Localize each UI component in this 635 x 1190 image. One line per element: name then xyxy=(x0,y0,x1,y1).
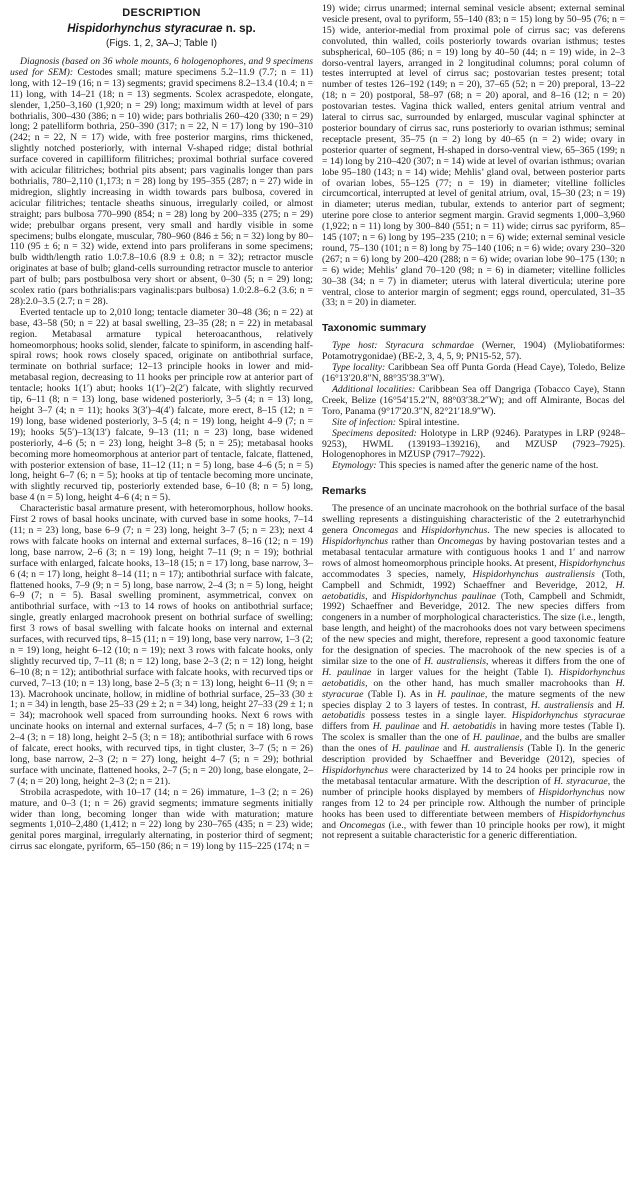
right-column xyxy=(322,4,625,1190)
type-host-entry: Type host: Styracura schmardae (Werner, 1904) (Myliobatiformes: Potamotrygonidae) (BE-2, 3, 4, 5, 9; PN15-52, 57). xyxy=(322,340,625,363)
left-column xyxy=(10,4,313,1190)
diagnosis-paragraph: Diagnosis (based on 36 whole mounts, 6 hologenophores, and 9 specimens used for SEM): Cestodes small; mature specimens 5.2–11.9 (7.7; n = 11) long, with 12–19 (16; n = 13) segments; gravid specimens 8.2–13.4 (10.4; n = 11) long, with 14–21 (18; n = 13) segments. Scolex acraspedote, elongate, slender, 1,250–3,160 (1,920; n = 29) long; maximum width at level of pars bothrialis, 300–430 (386; n = 10) wide; pars bothrialis 260–420 (330; n = 29) long; 2 patelliform bothria, 250–390 (317; n = 22, N = 17) long by 190–310 (242; n = 22, N = 17) wide, with free posterior margins, rims thickened, slightly notched posteriorly, with internal V-shaped ridge; distal bothrial surface covered in capilliform filitriches; proximal bothrial surface covered with acicular filitriches; bothrial pits absent; pars vaginalis longer than pars bothrialis, 780–2,110 (1,173; n = 28) long by 195–355 (287; n = 27) wide in midregion, slightly increasing in width towards pars bulbosa, covered in acicular filitriches; tentacle sheaths sinuous, irregularly coiled, or almost straight; pars bulbosa 770–990 (854; n = 28) long by 200–335 (275; n = 29) wide; prebulbar organs present, very small and hardly visible in some specimens; bulbs elongate, muscular, 780–960 (846 ± 56; n = 32) long by 80–110 (95 ± 6; n = 32) wide, extend into pars proliferans in some specimens; bulb width/length ratio 1.0:7.8–10.6 (8.9 ± 0.8; n = 32); retractor muscle originates at base of bulb; gland-cells surrounding retractor muscle to anterior part of bulb; pars postbulbosa very short or absent, 0–30 (5; n = 29) long; scolex ratio (pars bothrialis:pars vaginalis:pars bulbosa) 1.0:2.8–6.2 (3.6; n = 28):2.0–3.5 (2.7; n = 28). xyxy=(10,56,313,307)
right-column-text xyxy=(322,4,625,842)
species-title xyxy=(10,23,313,35)
species-name-italic: Hispidorhynchus styracurae xyxy=(67,23,223,35)
species-suffix: n. sp. xyxy=(222,23,256,35)
strobila-paragraph: Strobila acraspedote, with 10–17 (14; n = 26) immature, 1–3 (2; n = 26) mature, and 0–3 (1; n = 26) gravid segments; immature segments initially wider than long, becoming longer than wide with maturation; mature segments 1,010–2,480 (1,412; n = 22) long by 230–765 (435; n = 23) wide; genital pores marginal, irregularly alternating, in posterior third of segment; cirrus sac elongate, pyriform, 65–150 (86; n = 19) long by 115–225 (174; n = xyxy=(10,786,313,853)
section-heading-description: DESCRIPTION xyxy=(122,7,201,19)
site-of-infection-entry: Site of infection: Spiral intestine. xyxy=(332,416,460,428)
figures-reference: (Figs. 1, 2, 3A–J; Table I) xyxy=(106,38,217,49)
type-locality-entry: Type locality: Caribbean Sea off Punta Gorda (Head Caye), Toledo, Belize (16°13′20.8″N, 88°35′38.3″W). xyxy=(322,362,625,385)
strobila-continuation-paragraph: 19) wide; cirrus unarmed; internal seminal vesicle absent; external seminal vesicle present, oval to pyriform, 55–140 (83; n = 15) long by 50–95 (76; n = 15) wide, anterior-medial from proximal pole of cirrus sac; vas deferens convoluted, thin walled, coils posteriorly towards ovarian isthmus; testes subspherical, 60–105 (86; n = 19) long by 40–50 (44; n = 19) wide, in 2–3 dorso-ventral layers, arranged in 2 longitudinal columns; poral column of testes interrupted at level of cirrus sac; postovarian testes present; total number of testes 126–192 (149; n = 20), 37–65 (52; n = 20) preporal, 13–22 (18; n = 20) postporal, 58–97 (68; n = 20) aporal, and 8–16 (12; n = 20) postovarian testes. Vagina thick walled, enters genital atrium ventral and lateral to cirrus sac, surrounded by enlarged, muscular vaginal sphincter at posterior boundary of cirrus sac, runs posteriorly to ovarian isthmus; seminal receptacle present, 35–75 (n = 2) long by 40–65 (n = 2) wide; ovary in posterior quarter of segment, H-shaped in dorso-ventral view, 65–365 (199; n = 14) long by 210–420 (307; n = 14) wide at level of ovarian isthmus; ovarian lobe 95–180 (143; n = 14) wide; Mehlis’ gland oval, between posterior parts of ovarian lobes, 55–125 (77; n = 19) in diameter; vitelline follicles circumcortical, interrupted at level of genital atrium, oval, 15–30 (23; n = 19) in diameter; uterus median, tubular, extends to anterior part of segment; uterine pore close to anterior segment margin. Gravid segments 1,000–3,960 (1,922; n = 11) long by 300–840 (551; n = 11) wide; cirrus sac pyriform, 85–145 (107; n = 6) long by 195–235 (210; n = 6) wide; external seminal vesicle round, 75–130 (101; n = 8) long by 75–140 (106; n = 6) wide; ovary 230–320 (267; n = 6) long by 200–420 (288; n = 6) wide; ovarian lobe 90–175 (130; n = 6) wide; Mehlis’ gland 70–120 (98; n = 6) in diameter; vitelline follicles 30–38 (34; n = 7) in diameter; uterus with lateral diverticula; uterine pore ventral, close to anterior margin of segment; eggs round, operculated, 31–35 (33; n = 20) in diameter. xyxy=(322,3,625,309)
additional-localities-entry: Additional localities: Caribbean Sea off Dangriga (Tobacco Caye), Stann Creek, Belize (16°54′15.2″N, 88°03′38.2″W); and off Almirante, Bocas del Toro, Panama (9°17′20.3″N, 82°21′18.9″W). xyxy=(322,384,625,417)
subheading-taxonomic-summary: Taxonomic summary xyxy=(322,322,427,335)
tentacle-paragraph: Everted tentacle up to 2,010 long; tentacle diameter 30–48 (36; n = 22) at base, 43–58 (50; n = 22) at basal swelling, 23–35 (28; n = 22) in metabasal region. Metabasal armature typical heteroacanthous, relatively homeomorphous; hooks solid, slender, falcate to spiniform, in ascending half-spiral rows; hook rows closely spaced, originate on antibothrial surface, terminate on bothrial surface; 12–13 principle hooks in lower and mid-metabasal region, decreasing to 11 hooks per principle row at anterior part of tentacle; hooks 1(1′) abut; hooks 1(1′)–2(2′) falcate, with slightly recurved tip, 6–11 (8; n = 13) long, base widened posteriorly, 3–5 (4; n = 13) long, height 3–7 (4; n = 11); hooks 3(3′)–4(4′) falcate, more erect, 8–15 (12; n = 19) long, base widened posteriorly, 3–5 (4; n = 19) long, height 4–9 (7; n = 19); hooks 5(5′)–13(13′) falcate, 9–13 (11; n = 23) long, base widened posteriorly, 4–6 (5; n = 23) long, height 3–8 (5; n = 25); metabasal hooks becoming more homeomorphous at anterior part of tentacle, falcate, flattened, with posterior extension of base, 11–12 (11; n = 5) long, base 4–6 (5; n = 5) long, height 6–7 (6; n = 5); hooks at tip of tentacle becoming more uncinate, with slightly recurved tip, posteriorly extended base, 6–10 (8; n = 5) long, base 4 (n = 5) long, height 4–6 (4; n = 5). xyxy=(10,306,313,504)
basal-armature-paragraph: Characteristic basal armature present, with heteromorphous, hollow hooks. First 2 rows of basal hooks uncinate, with curved base in some hooks, 7–14 (11; n = 23) long, base 6–9 (7; n = 23) long, height 3–7 (5; n = 23); next 4 rows with falcate hooks on internal and external surfaces, 8–16 (12; n = 19) long, base narrow, 2–6 (3; n = 19) long, height 7–11 (9; n = 19); bothrial surface with enlarged, falcate hooks, 13–18 (15; n = 17) long, base narrow, 3–6 (4; n = 17) long, height 8–14 (11; n = 17); antibothrial surface with falcate, flattened hooks, 7–9 (9; n = 5) long, base narrow, 2–4 (3; n = 5) long, height 6–9 (7; n = 5). Basal swelling prominent, asymmetrical, convex on antibothrial surface, with ~13 to 14 rows of hooks on antibothrial surface; single, greatly enlarged macrohook present on bothrial surface of swelling; first 3 rows of basal swelling with falcate hooks on internal and external surfaces, with recurved tips, 8–15 (11; n = 19) long, base very narrow, 1–3 (2; n = 19) long, height 6–12 (10; n = 19); next 3 rows with falcate hooks, only slightly recurved tip, 7–11 (8; n = 12) long, base 2–3 (2; n = 12) long, height 6–10 (8; n = 12); antibothrial surface with falcate hooks, with recurved tips or curved, 7–13 (10; n = 13) long, base 2–5 (3; n = 13) long, height 6–11 (9; n = 13). Macrohook uncinate, hollow, in midline of bothrial surface, 25–33 (30 ± 1; n = 34) in length, base 25–33 (29 ± 2; n = 34) long, height 27–33 (29 ± 1; n = 34); macrohook well spaced from surrounding hooks. Next 6 rows with uncinate hooks on internal and external surfaces, 4–7 (5; n = 18) long, base 2–4 (3; n = 18) long, height 2–5 (3; n = 18); antibothrial surface with 6 rows of falcate, erect hooks, with recurved tips, in tight cluster, 3–7 (5; n = 26) long, base narrow, 2–3 (2; n = 27) long, height 4–7 (5; n = 29); bothrial surface with uncinate, flattened hooks, 2–7 (5; n = 20) long, base elongate, 2–7 (4; n = 20) long, height 2–3 (2; n = 21). xyxy=(10,503,313,787)
etymology-entry: Etymology: This species is named after the generic name of the host. xyxy=(332,460,599,472)
subheading-remarks: Remarks xyxy=(322,485,367,498)
specimens-deposited-entry: Specimens deposited: Holotype in LRP (9246). Paratypes in LRP (9248–9253), HWML (139193–139216), and MZUSP (7923–7925). Hologenophores in MZUSP (7917–7922). xyxy=(322,427,626,461)
remarks-paragraph: The presence of an uncinate macrohook on the bothrial surface of the basal swelling represents a distinguishing characteristic of the 2 eutetrarhynchid genera Oncomegas and Hispidorhynchus. The new species is allocated to Hispidorhynchus rather than Oncomegas by having postovarian testes and a metabasal tentacular armature with contiguous hooks 1 and 1′ and narrow rows of almost homeomorphous principle hooks. At present, Hispidorhynchus accommodates 3 species, namely, Hispidorhynchus australiensis (Toth, Campbell and Schmidt, 1992) Schaeffner and Beveridge, 2012, H. aetobatidis, and Hispidorhynchus paulinae (Toth, Campbell and Schmidt, 1992) Schaeffner and Beveridge, 2012. The new species differs from congeners in a number of morphological characteristics. The size (i.e., length, base length, and height) of the macrohooks does not vary between specimens of the new species and might, therefore, represent a good taxonomic feature for the designation of species. The macrohook of the new species is of a similar size to the one of H. australiensis, whereas it differs from the one of H. paulinae in larger values for the height (Table I). Hispidorhynchus aetobatidis, on the other hand, has much smaller macrohooks than H. styracurae (Table I). As in H. paulinae, the mature segments of the new species display 2 to 3 layers of testes. In contrast, H. australiensis and H. aetobatidis possess testes in a single layer. Hispidorhynchus styracurae differs from H. paulinae and H. aetobatidis in having more testes (Table I). The scolex is smaller than the one of H. paulinae, and the bulbs are smaller than the ones of H. paulinae and H. australiensis (Table I). In the generic description provided by Schaeffner and Beveridge (2012), species of Hispidorhynchus were characterized by 14 to 24 hooks per principle row in the metabasal tentacular armature. With the description of H. styracurae, the number of principle hooks displayed by members of Hispidorhynchus now ranges from 12 to 24 per principle row. Although the number of principle hooks has been used to differentiate between members of Hispidorhynchus and Oncomegas (i.e., with fewer than 10 principle hooks per row), it might not represent a suitable characteristic for a generic differentiation. xyxy=(322,503,626,842)
left-column-text xyxy=(10,57,313,853)
